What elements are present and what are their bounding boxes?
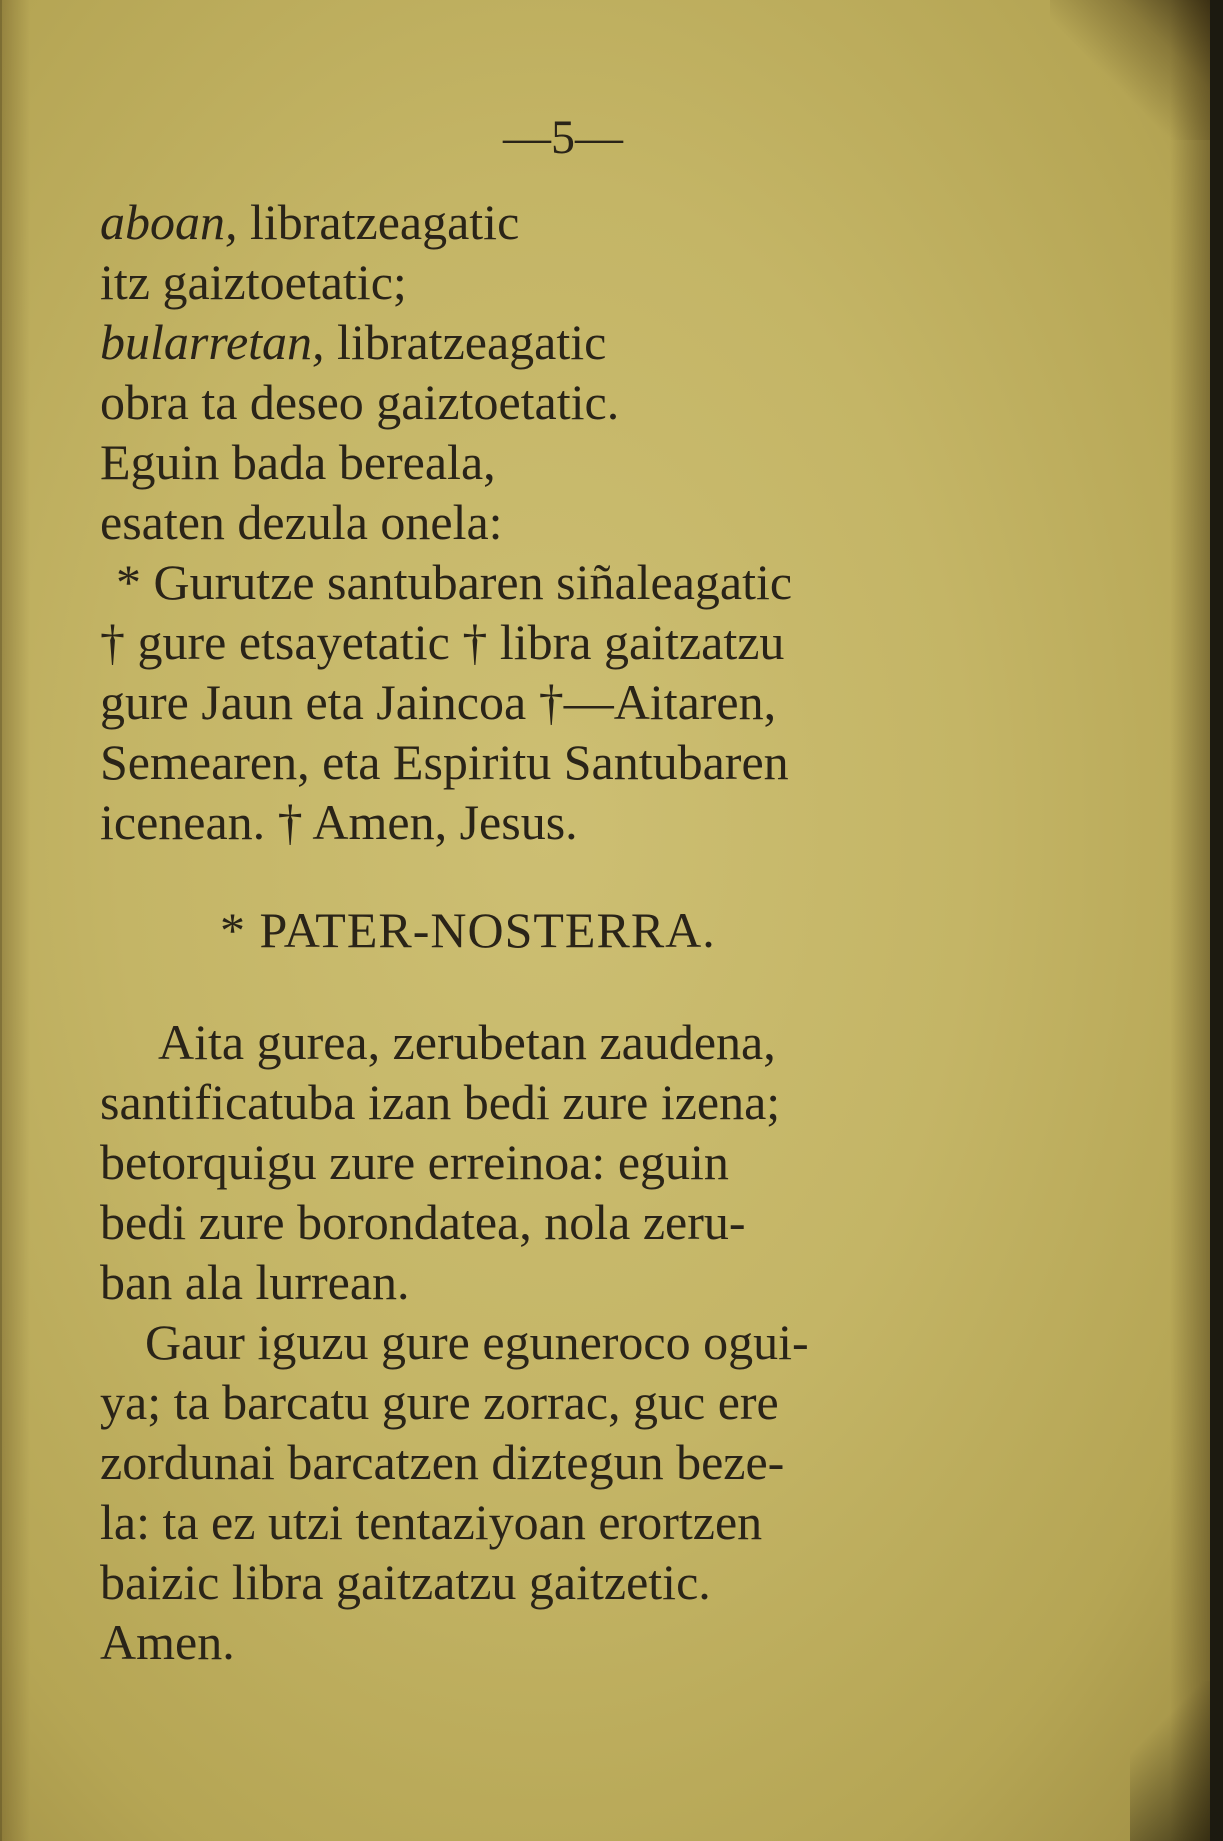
text-line: obra ta deseo gaiztoetatic. xyxy=(100,374,620,430)
prayer-line: ban ala lurrean. xyxy=(100,1254,410,1310)
text-line: gure Jaun eta Jaincoa †—Aitaren, xyxy=(100,674,777,730)
prayer-line: la: ta ez utzi tentaziyoan erortzen xyxy=(100,1494,763,1550)
prayer-line: Amen. xyxy=(100,1614,235,1670)
text-line: esaten dezula onela: xyxy=(100,494,503,550)
text-line: † gure etsayetatic † libra gaitzatzu xyxy=(100,614,785,670)
italic-word: aboan, xyxy=(100,194,238,250)
text-line: Semearen, eta Espiritu Santubaren xyxy=(100,734,789,790)
text-line xyxy=(100,192,519,252)
line-text: libratzeagatic xyxy=(324,314,607,370)
text-line: * Gurutze santubaren siñaleagatic xyxy=(116,554,793,610)
page-right-edge xyxy=(1170,0,1210,1841)
prayer-line: ya; ta barcatu gure zorrac, guc ere xyxy=(100,1374,779,1430)
prayer-line: santificatuba izan bedi zure izena; xyxy=(100,1074,781,1130)
page-bottom-wear xyxy=(1130,1681,1210,1841)
prayer-line: bedi zure borondatea, nola zeru- xyxy=(100,1194,746,1250)
page-left-edge xyxy=(0,0,30,1841)
line-text: libratzeagatic xyxy=(237,194,520,250)
prayer-line: betorquigu zure erreinoa: eguin xyxy=(100,1134,729,1190)
text-line xyxy=(100,312,606,372)
page-corner-wear xyxy=(1050,0,1210,140)
prayer-line: Aita gurea, zerubetan zaudena, xyxy=(158,1014,776,1070)
prayer-line: zordunai barcatzen diztegun beze- xyxy=(100,1434,785,1490)
prayer-line: Gaur iguzu gure eguneroco ogui- xyxy=(145,1314,809,1370)
text-line: Eguin bada bereala, xyxy=(100,434,496,490)
text-line: itz gaiztoetatic; xyxy=(100,254,407,310)
section-heading: * PATER-NOSTERRA. xyxy=(220,902,716,958)
text-line: icenean. † Amen, Jesus. xyxy=(100,794,578,850)
prayer-line: baizic libra gaitzatzu gaitzetic. xyxy=(100,1554,711,1610)
italic-word: bularretan, xyxy=(100,314,325,370)
page-number: —5— xyxy=(503,111,623,164)
